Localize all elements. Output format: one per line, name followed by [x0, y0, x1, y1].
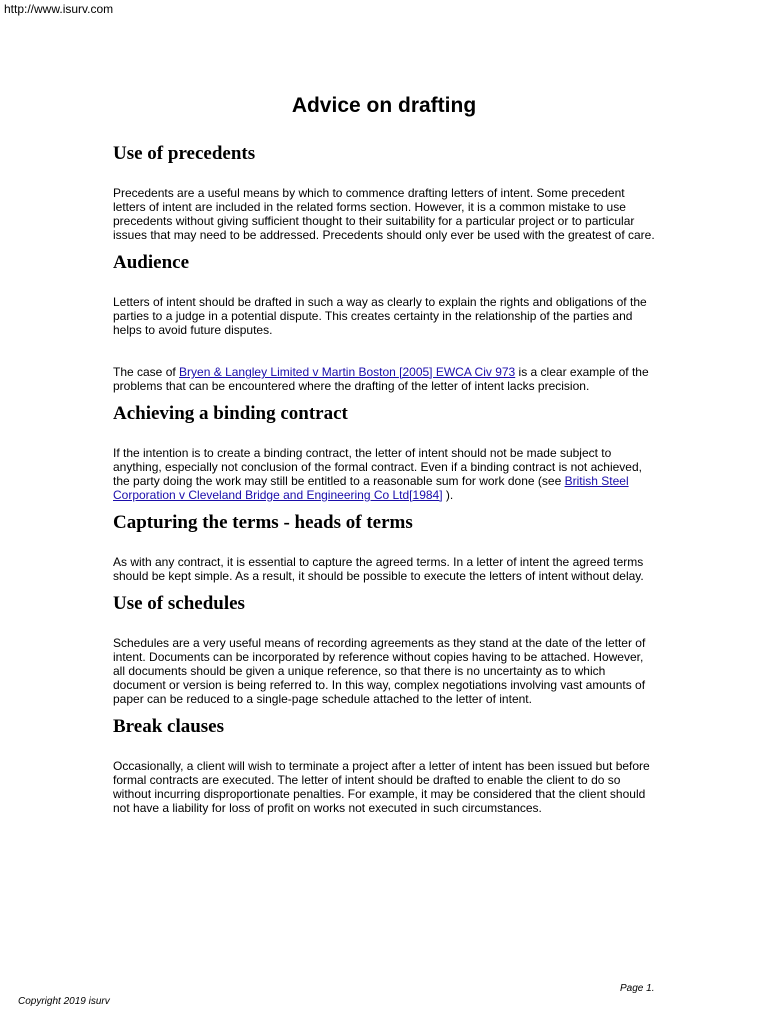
document-body: [113, 141, 658, 815]
page-number: Page 1.: [620, 983, 655, 994]
heading-use-of-schedules: Use of schedules: [113, 593, 245, 614]
heading-break-clauses: Break clauses: [113, 716, 225, 737]
copyright-notice: Copyright 2019 isurv: [18, 996, 110, 1007]
case-link-bryen-langley[interactable]: Bryen & Langley Limited v Martin Boston [2005] EWCA Civ 973: [179, 365, 516, 379]
page-title: Advice on drafting: [291, 94, 477, 117]
case-intro-text: The case of: [113, 365, 180, 379]
paragraph-precedents: Precedents are a useful means by which to commence drafting letters of intent. Some precedent letters of intent are included in the related forms section. However, it is a common mistake to use precedents without giving sufficient thought to their suitability for a particular project or to particular issues that may need to be addressed. Precedents should only ever be used with the greatest of care.: [113, 186, 655, 242]
paragraph-binding-contract: [113, 446, 658, 502]
paragraph-audience-case: [113, 365, 658, 393]
header-url: http://www.isurv.com: [4, 2, 114, 16]
case-link-british-steel[interactable]: British Steel Corporation v Cleveland Bridge and Engineering Co Ltd[1984]: [113, 474, 629, 502]
heading-audience: Audience: [113, 252, 189, 273]
paragraph-break-clauses: Occasionally, a client will wish to terminate a project after a letter of intent has been issued but before formal contracts are executed. The letter of intent should be drafted to enable the client to do so without incurring disproportionate penalties. For example, it may be considered that the client should not have a liability for loss of profit on works not executed in such circumstances.: [113, 759, 650, 815]
paragraph-schedules: Schedules are a very useful means of recording agreements as they stand at the date of the letter of intent. Documents can be incorporated by reference without copies having to be attached. However, all documents should be given a unique reference, so that there is no uncertainty as to which document or version is being referred to. In this way, complex negotiations involving vast amounts of paper can be reduced to a single-page schedule attached to the letter of intent.: [113, 636, 646, 706]
paragraph-capturing-terms: As with any contract, it is essential to capture the agreed terms. In a letter of intent the agreed terms should be kept simple. As a result, it should be possible to execute the letters of intent without delay.: [113, 555, 644, 583]
paragraph-audience: Letters of intent should be drafted in such a way as clearly to explain the rights and obligations of the parties to a judge in a potential dispute. This creates certainty in the relationship of the parties and helps to avoid future disputes.: [113, 295, 647, 337]
heading-capturing-terms: Capturing the terms - heads of terms: [113, 512, 413, 533]
heading-use-of-precedents: Use of precedents: [113, 143, 256, 164]
heading-binding-contract: Achieving a binding contract: [113, 403, 348, 424]
binding-outro-text: ).: [442, 488, 454, 502]
case-outro-text: is a clear example of the problems that can be encountered where the drafting of the letter of intent lacks precision.: [113, 365, 649, 393]
binding-intro-text: If the intention is to create a binding contract, the letter of intent should not be made subject to anything, especially not conclusion of the formal contract. Even if a binding contract is not achieved, the party doing the work may still be entitled to a reasonable sum for work done (see: [113, 446, 642, 488]
